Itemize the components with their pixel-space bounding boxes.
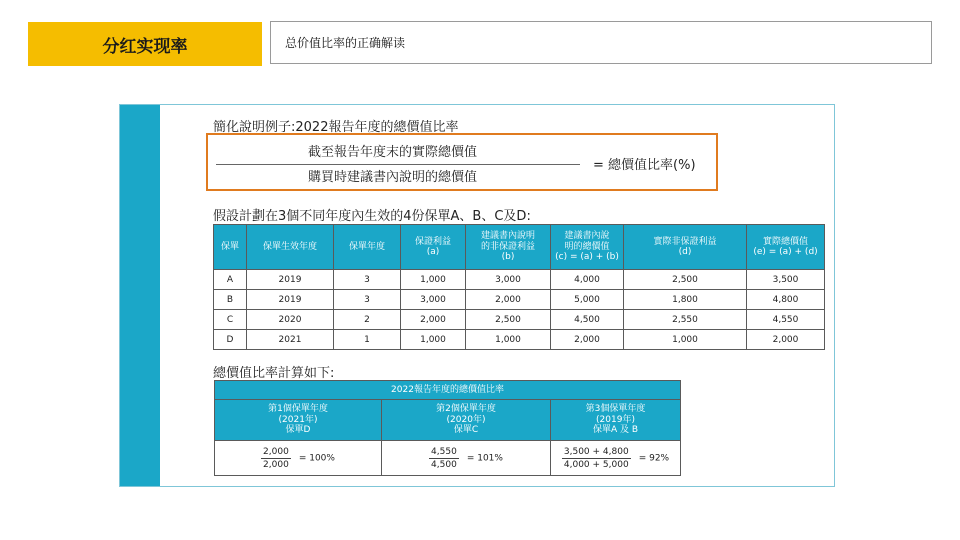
formula-result: = 總價值比率(%) bbox=[593, 158, 696, 173]
table-cell: 2,500 bbox=[624, 270, 747, 290]
table-row bbox=[214, 270, 825, 290]
table-cell: 1 bbox=[334, 330, 401, 350]
col-header-actual-total: 實際總價值 (e) = (a) + (d) bbox=[747, 225, 825, 270]
formula-numerator: 截至報告年度末的實際總價值 bbox=[308, 145, 478, 160]
col-header-year-2: 第2個保單年度 (2020年) 保單C bbox=[382, 400, 551, 441]
table-cell: 2020 bbox=[247, 310, 334, 330]
col-header-effective-year: 保單生效年度 bbox=[247, 225, 334, 270]
ratio-cell-year-2 bbox=[382, 441, 551, 476]
table-cell: 2021 bbox=[247, 330, 334, 350]
ratio-denominator: 4,500 bbox=[431, 459, 457, 470]
policy-table-header-row bbox=[214, 225, 825, 270]
table-cell: A bbox=[214, 270, 247, 290]
ratio-cell-year-1 bbox=[215, 441, 382, 476]
col-header-actual-nonguaranteed: 實際非保證利益 (d) bbox=[624, 225, 747, 270]
ratio-numerator: 3,500 + 4,800 bbox=[563, 446, 629, 457]
table-cell: 1,000 bbox=[401, 330, 466, 350]
ratio-numerator: 4,550 bbox=[431, 446, 457, 457]
table-cell: 2019 bbox=[247, 270, 334, 290]
ratio-percent: = 100% bbox=[298, 453, 335, 463]
ratio-formula-box bbox=[206, 133, 718, 191]
table-cell: 2,000 bbox=[466, 290, 551, 310]
col-header-policy-year: 保單年度 bbox=[334, 225, 401, 270]
ratio-denominator: 4,000 + 5,000 bbox=[563, 459, 629, 470]
table-cell: B bbox=[214, 290, 247, 310]
ratio-numerator: 2,000 bbox=[263, 446, 289, 457]
slide-title-text: 总价值比率的正确解读 bbox=[285, 36, 406, 50]
table-row bbox=[214, 330, 825, 350]
table-cell: C bbox=[214, 310, 247, 330]
calc-heading: 總價值比率計算如下: bbox=[213, 366, 335, 381]
table-cell: 3,000 bbox=[401, 290, 466, 310]
example-heading: 簡化說明例子:2022報告年度的總價值比率 bbox=[213, 120, 459, 135]
table-cell: 2,000 bbox=[747, 330, 825, 350]
scenario-text: 假設計劃在3個不同年度內生效的4份保單A、B、C及D: bbox=[213, 209, 531, 224]
table-cell: 3,500 bbox=[747, 270, 825, 290]
table-cell: 4,500 bbox=[551, 310, 624, 330]
col-header-year-1: 第1個保單年度 (2021年) 保單D bbox=[215, 400, 382, 441]
ratio-calc-caption: 2022報告年度的總價值比率 bbox=[215, 381, 681, 400]
col-header-year-3: 第3個保單年度 (2019年) 保單A 及 B bbox=[551, 400, 681, 441]
col-header-policy: 保單 bbox=[214, 225, 247, 270]
ratio-percent: = 92% bbox=[638, 453, 670, 463]
table-cell: 4,000 bbox=[551, 270, 624, 290]
col-header-illustrated-nonguaranteed: 建議書內說明 的非保證利益 (b) bbox=[466, 225, 551, 270]
table-row bbox=[214, 310, 825, 330]
slide-title bbox=[270, 21, 932, 64]
table-cell: 3,000 bbox=[466, 270, 551, 290]
ratio-calc-table bbox=[214, 380, 681, 476]
col-header-guaranteed: 保證利益 (a) bbox=[401, 225, 466, 270]
table-row bbox=[214, 290, 825, 310]
formula-fraction-line bbox=[216, 164, 580, 165]
ratio-cell-year-3 bbox=[551, 441, 681, 476]
ratio-fraction bbox=[562, 447, 631, 470]
ratio-fraction bbox=[261, 447, 291, 470]
table-cell: D bbox=[214, 330, 247, 350]
example-panel bbox=[119, 104, 835, 487]
ratio-calc-row bbox=[215, 441, 681, 476]
ratio-fraction bbox=[429, 447, 459, 470]
ratio-denominator: 2,000 bbox=[263, 459, 289, 470]
table-cell: 2,500 bbox=[466, 310, 551, 330]
table-cell: 4,800 bbox=[747, 290, 825, 310]
table-cell: 2,550 bbox=[624, 310, 747, 330]
formula-denominator: 購買時建議書內說明的總價值 bbox=[308, 170, 478, 185]
table-cell: 5,000 bbox=[551, 290, 624, 310]
table-cell: 1,000 bbox=[401, 270, 466, 290]
table-cell: 1,000 bbox=[466, 330, 551, 350]
panel-accent-strip bbox=[120, 105, 160, 486]
table-cell: 2019 bbox=[247, 290, 334, 310]
table-cell: 3 bbox=[334, 270, 401, 290]
col-header-illustrated-total: 建議書內說 明的總價值 (c) = (a) + (b) bbox=[551, 225, 624, 270]
section-tag: 分红实现率 bbox=[28, 22, 262, 66]
table-cell: 3 bbox=[334, 290, 401, 310]
table-cell: 2,000 bbox=[401, 310, 466, 330]
ratio-percent: = 101% bbox=[466, 453, 503, 463]
table-cell: 2 bbox=[334, 310, 401, 330]
policy-table bbox=[213, 224, 825, 350]
table-cell: 1,800 bbox=[624, 290, 747, 310]
table-cell: 4,550 bbox=[747, 310, 825, 330]
table-cell: 2,000 bbox=[551, 330, 624, 350]
table-cell: 1,000 bbox=[624, 330, 747, 350]
